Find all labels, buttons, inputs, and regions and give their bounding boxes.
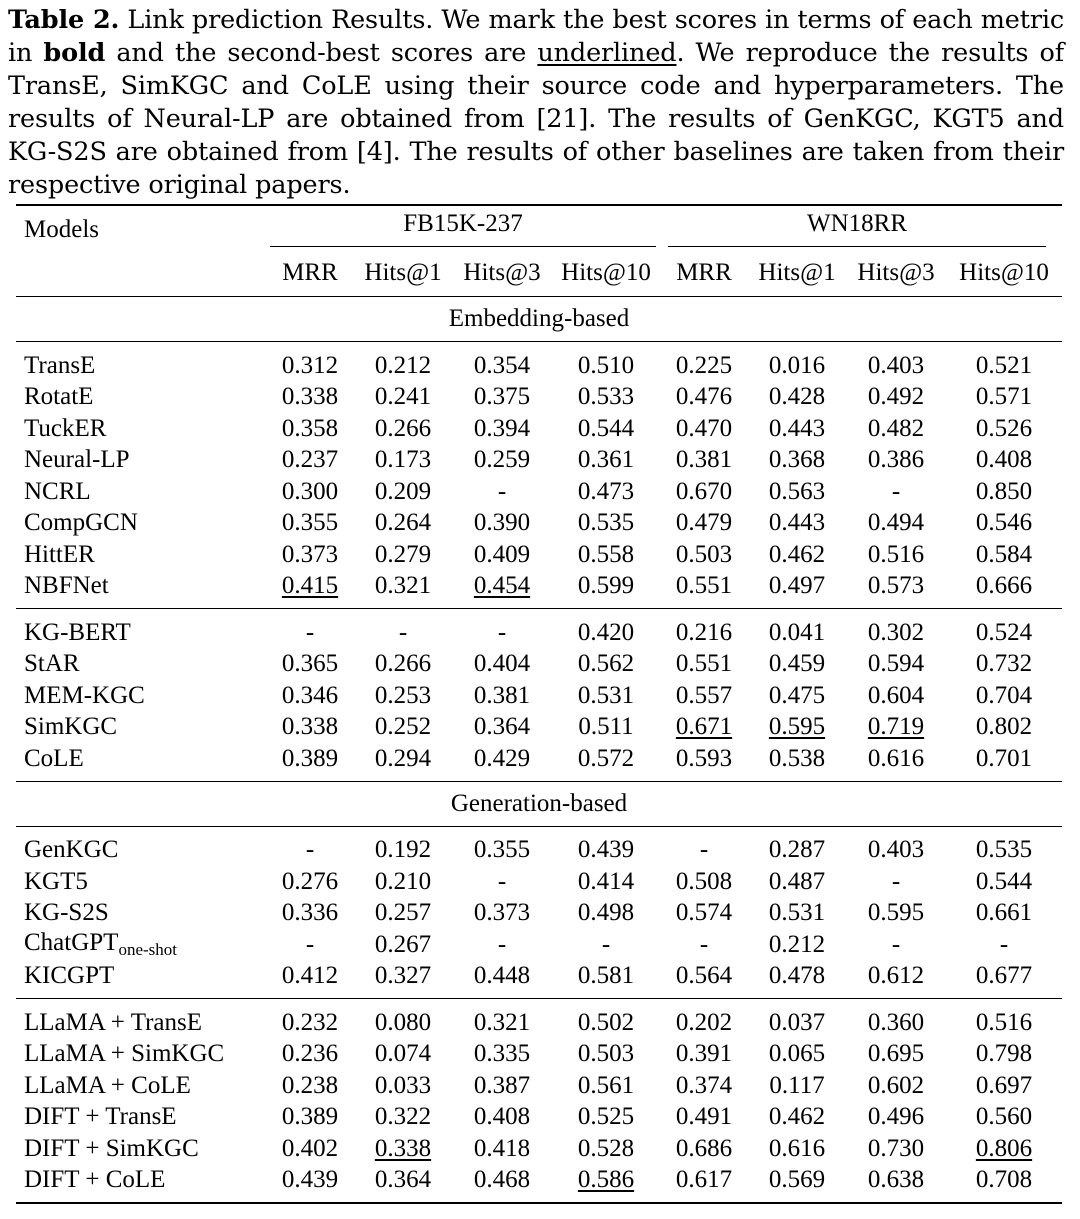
metric-value: 0.462: [768, 1103, 826, 1131]
table-row: [16, 476, 1062, 508]
metric-value: 0.209: [374, 477, 432, 505]
metric-value: 0.510: [577, 351, 635, 379]
metric-value: 0.473: [577, 477, 635, 505]
metric-value: 0.232: [266, 999, 354, 1039]
table-row: [16, 1039, 1062, 1071]
metric-value: 0.322: [374, 1103, 432, 1131]
metric-value: 0.479: [675, 509, 733, 537]
metric-value: 0.531: [577, 681, 635, 709]
table-row: [16, 999, 1062, 1039]
metric-value: 0.476: [675, 383, 733, 411]
metric-value: 0.117: [769, 1071, 825, 1099]
metric-value: 0.562: [577, 650, 635, 678]
metric-value: 0.661: [975, 899, 1033, 927]
metric-value: 0.569: [748, 1165, 846, 1204]
metric-value: -: [354, 609, 452, 649]
model-name: MEM-KGC: [24, 681, 145, 709]
table-row: [16, 609, 1062, 649]
metric-value: -: [305, 930, 315, 958]
metric-value: 0.516: [867, 540, 925, 568]
metric-value: 0.443: [768, 414, 826, 442]
metric-value: -: [497, 867, 507, 895]
metric-value: 0.492: [867, 383, 925, 411]
table-row: [16, 413, 1062, 445]
metric-value: 0.361: [577, 446, 635, 474]
metric-value: 0.252: [374, 713, 432, 741]
metric-value: 0.538: [768, 744, 826, 772]
metric-value: 0.535: [975, 836, 1033, 864]
model-name: StAR: [24, 650, 80, 678]
table-row: [16, 961, 1062, 999]
metric-value: 0.595: [867, 899, 925, 927]
metric-value: 0.558: [577, 540, 635, 568]
metric-value: 0.704: [975, 681, 1033, 709]
metric-value: 0.448: [473, 962, 531, 990]
model-name: SimKGC: [24, 713, 118, 741]
metric-value: 0.287: [768, 836, 826, 864]
metric-value: 0.573: [867, 572, 925, 600]
metric-value: 0.487: [768, 867, 826, 895]
table-row: [16, 1102, 1062, 1134]
metric-value: 0.415: [281, 572, 339, 600]
metric-value: 0.508: [675, 867, 733, 895]
metric-value: 0.338: [281, 713, 339, 741]
metric-header: MRR: [266, 250, 354, 297]
metric-value: 0.602: [867, 1071, 925, 1099]
table-row: [16, 826, 1062, 866]
metric-value: 0.439: [577, 836, 635, 864]
section-header: Generation-based: [16, 781, 1062, 826]
metric-value: 0.708: [946, 1165, 1062, 1204]
metric-value: 0.065: [768, 1040, 826, 1068]
metric-value: 0.732: [975, 650, 1033, 678]
metric-value: 0.237: [281, 446, 339, 474]
metric-value: 0.381: [675, 446, 733, 474]
metric-value: -: [601, 930, 611, 958]
metric-value: 0.259: [473, 446, 531, 474]
metric-value: 0.266: [374, 650, 432, 678]
model-name: TuckER: [24, 414, 107, 442]
metric-value: 0.408: [473, 1103, 531, 1131]
metric-value: 0.462: [768, 540, 826, 568]
metric-value: 0.593: [675, 744, 733, 772]
metric-value: 0.389: [281, 744, 339, 772]
model-name: DIFT + TransE: [24, 1103, 177, 1131]
metric-value: 0.414: [577, 867, 635, 895]
metric-value: 0.354: [473, 351, 531, 379]
metric-value: 0.584: [975, 540, 1033, 568]
metric-value: 0.502: [552, 999, 660, 1039]
metric-value: 0.321: [452, 999, 552, 1039]
metric-value: 0.236: [281, 1040, 339, 1068]
metric-value: 0.533: [577, 383, 635, 411]
caption-underlined-word: underlined: [537, 38, 677, 68]
metric-value: 0.202: [660, 999, 748, 1039]
metric-value: 0.525: [577, 1103, 635, 1131]
metric-value: 0.264: [374, 509, 432, 537]
metric-value: 0.478: [768, 962, 826, 990]
metric-value: 0.300: [281, 477, 339, 505]
metric-value: 0.276: [281, 867, 339, 895]
metric-value: 0.666: [975, 572, 1033, 600]
model-name: CoLE: [24, 744, 84, 772]
metric-value: 0.257: [374, 899, 432, 927]
metric-value: 0.394: [473, 414, 531, 442]
table-row: [16, 1133, 1062, 1165]
table-row: [16, 342, 1062, 382]
metric-value: 0.551: [675, 650, 733, 678]
metric-value: 0.806: [975, 1134, 1033, 1162]
metric-value: 0.535: [577, 509, 635, 537]
table-row: [16, 866, 1062, 898]
metric-value: 0.364: [354, 1165, 452, 1204]
metric-value: 0.173: [374, 446, 432, 474]
metric-value: 0.599: [577, 572, 635, 600]
metric-value: 0.581: [577, 962, 635, 990]
metric-value: 0.798: [975, 1040, 1033, 1068]
metric-value: 0.475: [768, 681, 826, 709]
metric-header: Hits@10: [946, 250, 1062, 297]
metric-value: 0.528: [577, 1134, 635, 1162]
metric-value: -: [305, 836, 315, 864]
metric-value: 0.494: [867, 509, 925, 537]
metric-value: 0.617: [660, 1165, 748, 1204]
metric-value: 0.470: [675, 414, 733, 442]
section-header: Embedding-based: [16, 297, 1062, 342]
metric-value: 0.491: [675, 1103, 733, 1131]
model-name: DIFT + SimKGC: [24, 1134, 199, 1162]
table-row: [16, 649, 1062, 681]
model-name: RotatE: [24, 383, 94, 411]
results-table: [16, 204, 1062, 1204]
metric-value: 0.511: [578, 713, 634, 741]
metric-value: 0.216: [660, 609, 748, 649]
metric-value: 0.612: [867, 962, 925, 990]
model-subscript: one-shot: [118, 940, 177, 960]
table-row: [16, 1165, 1062, 1204]
caption-text-3: . We reproduce the results of TransE, SimKGC and CoLE using their source code and hyperparameters. The results of Neural-LP are obtained from [21]. The results of GenKGC, KGT5 and KG-S2S are obtained from [4]. The results of other baselines are taken from their respective original papers.: [8, 38, 1064, 200]
metric-value: 0.670: [675, 477, 733, 505]
metric-value: -: [891, 867, 901, 895]
metric-value: 0.033: [374, 1071, 432, 1099]
metric-value: 0.327: [374, 962, 432, 990]
metric-value: 0.497: [768, 572, 826, 600]
metric-value: 0.459: [768, 650, 826, 678]
metric-value: 0.616: [867, 744, 925, 772]
model-name: ChatGPT$_{one-shot}$: [24, 929, 177, 960]
metric-value: 0.482: [867, 414, 925, 442]
table-row: [16, 898, 1062, 930]
metric-header: Hits@1: [354, 250, 452, 297]
metric-value: 0.358: [281, 414, 339, 442]
metric-value: 0.338: [374, 1134, 432, 1162]
metric-value: 0.544: [577, 414, 635, 442]
metric-value: 0.802: [975, 713, 1033, 741]
metric-value: 0.429: [473, 744, 531, 772]
metric-value: 0.551: [675, 572, 733, 600]
metric-value: 0.563: [768, 477, 826, 505]
model-name: KG-BERT: [16, 609, 266, 649]
table-row: [16, 1070, 1062, 1102]
metric-value: 0.638: [846, 1165, 946, 1204]
metric-value: 0.338: [281, 383, 339, 411]
model-name: TransE: [24, 351, 96, 379]
metric-value: 0.595: [768, 713, 826, 741]
table-row: [16, 743, 1062, 781]
metric-value: 0.312: [281, 351, 339, 379]
metric-value: 0.526: [975, 414, 1033, 442]
models-header: Models: [16, 205, 266, 297]
model-name: NCRL: [24, 477, 91, 505]
metric-value: 0.381: [473, 681, 531, 709]
metric-header: Hits@3: [452, 250, 552, 297]
metric-value: 0.041: [748, 609, 846, 649]
metric-value: -: [999, 930, 1009, 958]
metric-value: 0.360: [846, 999, 946, 1039]
metric-value: 0.521: [975, 351, 1033, 379]
metric-value: 0.404: [473, 650, 531, 678]
metric-value: 0.373: [473, 899, 531, 927]
metric-value: 0.428: [768, 383, 826, 411]
table-row: [16, 382, 1062, 414]
metric-value: 0.335: [473, 1040, 531, 1068]
model-name: KG-S2S: [24, 899, 109, 927]
model-name: HittER: [24, 540, 95, 568]
metric-value: 0.604: [867, 681, 925, 709]
metric-value: 0.418: [473, 1134, 531, 1162]
metric-value: 0.368: [768, 446, 826, 474]
model-name: LLaMA + TransE: [16, 999, 266, 1039]
metric-value: 0.391: [675, 1040, 733, 1068]
metric-value: 0.697: [975, 1071, 1033, 1099]
caption-text-2: and the second-best scores are: [105, 38, 538, 68]
table-row: [16, 539, 1062, 571]
metric-value: -: [266, 609, 354, 649]
metric-value: 0.420: [552, 609, 660, 649]
metric-value: 0.498: [577, 899, 635, 927]
metric-value: 0.686: [675, 1134, 733, 1162]
model-name: LLaMA + SimKGC: [24, 1040, 225, 1068]
metric-value: 0.408: [975, 446, 1033, 474]
metric-value: 0.266: [374, 414, 432, 442]
metric-value: 0.365: [281, 650, 339, 678]
metric-value: 0.544: [975, 867, 1033, 895]
metric-header: MRR: [660, 250, 748, 297]
metric-value: 0.572: [577, 744, 635, 772]
metric-value: 0.719: [867, 713, 925, 741]
metric-value: -: [891, 477, 901, 505]
metric-value: 0.616: [768, 1134, 826, 1162]
metric-value: 0.212: [374, 351, 432, 379]
metric-value: 0.386: [867, 446, 925, 474]
metric-value: 0.850: [975, 477, 1033, 505]
metric-value: 0.294: [374, 744, 432, 772]
metric-value: 0.355: [473, 836, 531, 864]
metric-value: 0.375: [473, 383, 531, 411]
table-row: [16, 445, 1062, 477]
metric-value: 0.496: [867, 1103, 925, 1131]
metric-value: 0.412: [281, 962, 339, 990]
model-name: DIFT + CoLE: [16, 1165, 266, 1204]
metric-value: 0.561: [577, 1071, 635, 1099]
model-name: NBFNet: [24, 572, 109, 600]
metric-value: 0.355: [281, 509, 339, 537]
metric-value: 0.439: [266, 1165, 354, 1204]
metric-value: 0.374: [675, 1071, 733, 1099]
metric-value: -: [699, 836, 709, 864]
metric-value: 0.212: [768, 930, 826, 958]
model-name: Neural-LP: [24, 446, 130, 474]
table-row: [16, 712, 1062, 744]
metric-value: 0.557: [675, 681, 733, 709]
model-name: KGT5: [24, 867, 88, 895]
metric-value: 0.516: [946, 999, 1062, 1039]
metric-value: 0.346: [281, 681, 339, 709]
metric-value: -: [497, 930, 507, 958]
caption-text-1: Link prediction Results. We mark the best scores in terms of each metric in: [8, 5, 1064, 68]
metric-value: 0.016: [768, 351, 826, 379]
metric-value: 0.387: [473, 1071, 531, 1099]
metric-value: 0.373: [281, 540, 339, 568]
metric-value: 0.468: [452, 1165, 552, 1204]
metric-value: 0.454: [473, 572, 531, 600]
metric-value: 0.671: [675, 713, 733, 741]
metric-value: 0.695: [867, 1040, 925, 1068]
metric-value: 0.336: [281, 899, 339, 927]
metric-value: 0.279: [374, 540, 432, 568]
metric-value: 0.210: [374, 867, 432, 895]
metric-value: -: [699, 930, 709, 958]
metric-value: 0.574: [675, 899, 733, 927]
metric-value: 0.443: [768, 509, 826, 537]
metric-value: 0.524: [946, 609, 1062, 649]
metric-value: 0.503: [577, 1040, 635, 1068]
metric-value: 0.503: [675, 540, 733, 568]
metric-value: 0.302: [846, 609, 946, 649]
metric-value: 0.267: [374, 930, 432, 958]
caption-bold-word: bold: [43, 38, 106, 68]
metric-value: 0.546: [975, 509, 1033, 537]
metric-value: -: [452, 609, 552, 649]
metric-value: 0.403: [867, 836, 925, 864]
metric-value: 0.389: [281, 1103, 339, 1131]
table-row: [16, 571, 1062, 609]
table-row: [16, 680, 1062, 712]
model-name: GenKGC: [24, 836, 119, 864]
metric-value: 0.364: [473, 713, 531, 741]
metric-value: 0.564: [675, 962, 733, 990]
metric-value: 0.571: [975, 383, 1033, 411]
metric-value: 0.238: [281, 1071, 339, 1099]
metric-value: 0.586: [552, 1165, 660, 1204]
metric-value: 0.241: [374, 383, 432, 411]
metric-value: 0.730: [867, 1134, 925, 1162]
dataset-header-wn18rr: WN18RR: [660, 205, 1062, 250]
model-name: KICGPT: [24, 962, 115, 990]
dataset-header-fb15k: FB15K-237: [266, 205, 660, 250]
model-name: LLaMA + CoLE: [24, 1071, 191, 1099]
caption-label: Table 2.: [8, 5, 120, 35]
metric-header: Hits@3: [846, 250, 946, 297]
metric-value: 0.560: [975, 1103, 1033, 1131]
metric-value: 0.253: [374, 681, 432, 709]
metric-value: 0.402: [281, 1134, 339, 1162]
metric-value: 0.225: [675, 351, 733, 379]
metric-value: 0.037: [748, 999, 846, 1039]
table-caption: [8, 4, 1064, 202]
metric-value: 0.390: [473, 509, 531, 537]
metric-value: 0.321: [374, 572, 432, 600]
metric-value: 0.403: [867, 351, 925, 379]
metric-value: 0.677: [975, 962, 1033, 990]
metric-value: -: [891, 930, 901, 958]
metric-value: 0.074: [374, 1040, 432, 1068]
metric-value: 0.701: [975, 744, 1033, 772]
metric-header: Hits@10: [552, 250, 660, 297]
metric-value: 0.192: [374, 836, 432, 864]
metric-header: Hits@1: [748, 250, 846, 297]
metric-value: 0.080: [354, 999, 452, 1039]
metric-value: 0.594: [867, 650, 925, 678]
model-name: CompGCN: [24, 509, 138, 537]
table-row: [16, 508, 1062, 540]
table-row: [16, 929, 1062, 961]
metric-value: 0.409: [473, 540, 531, 568]
metric-value: -: [497, 477, 507, 505]
metric-value: 0.531: [768, 899, 826, 927]
